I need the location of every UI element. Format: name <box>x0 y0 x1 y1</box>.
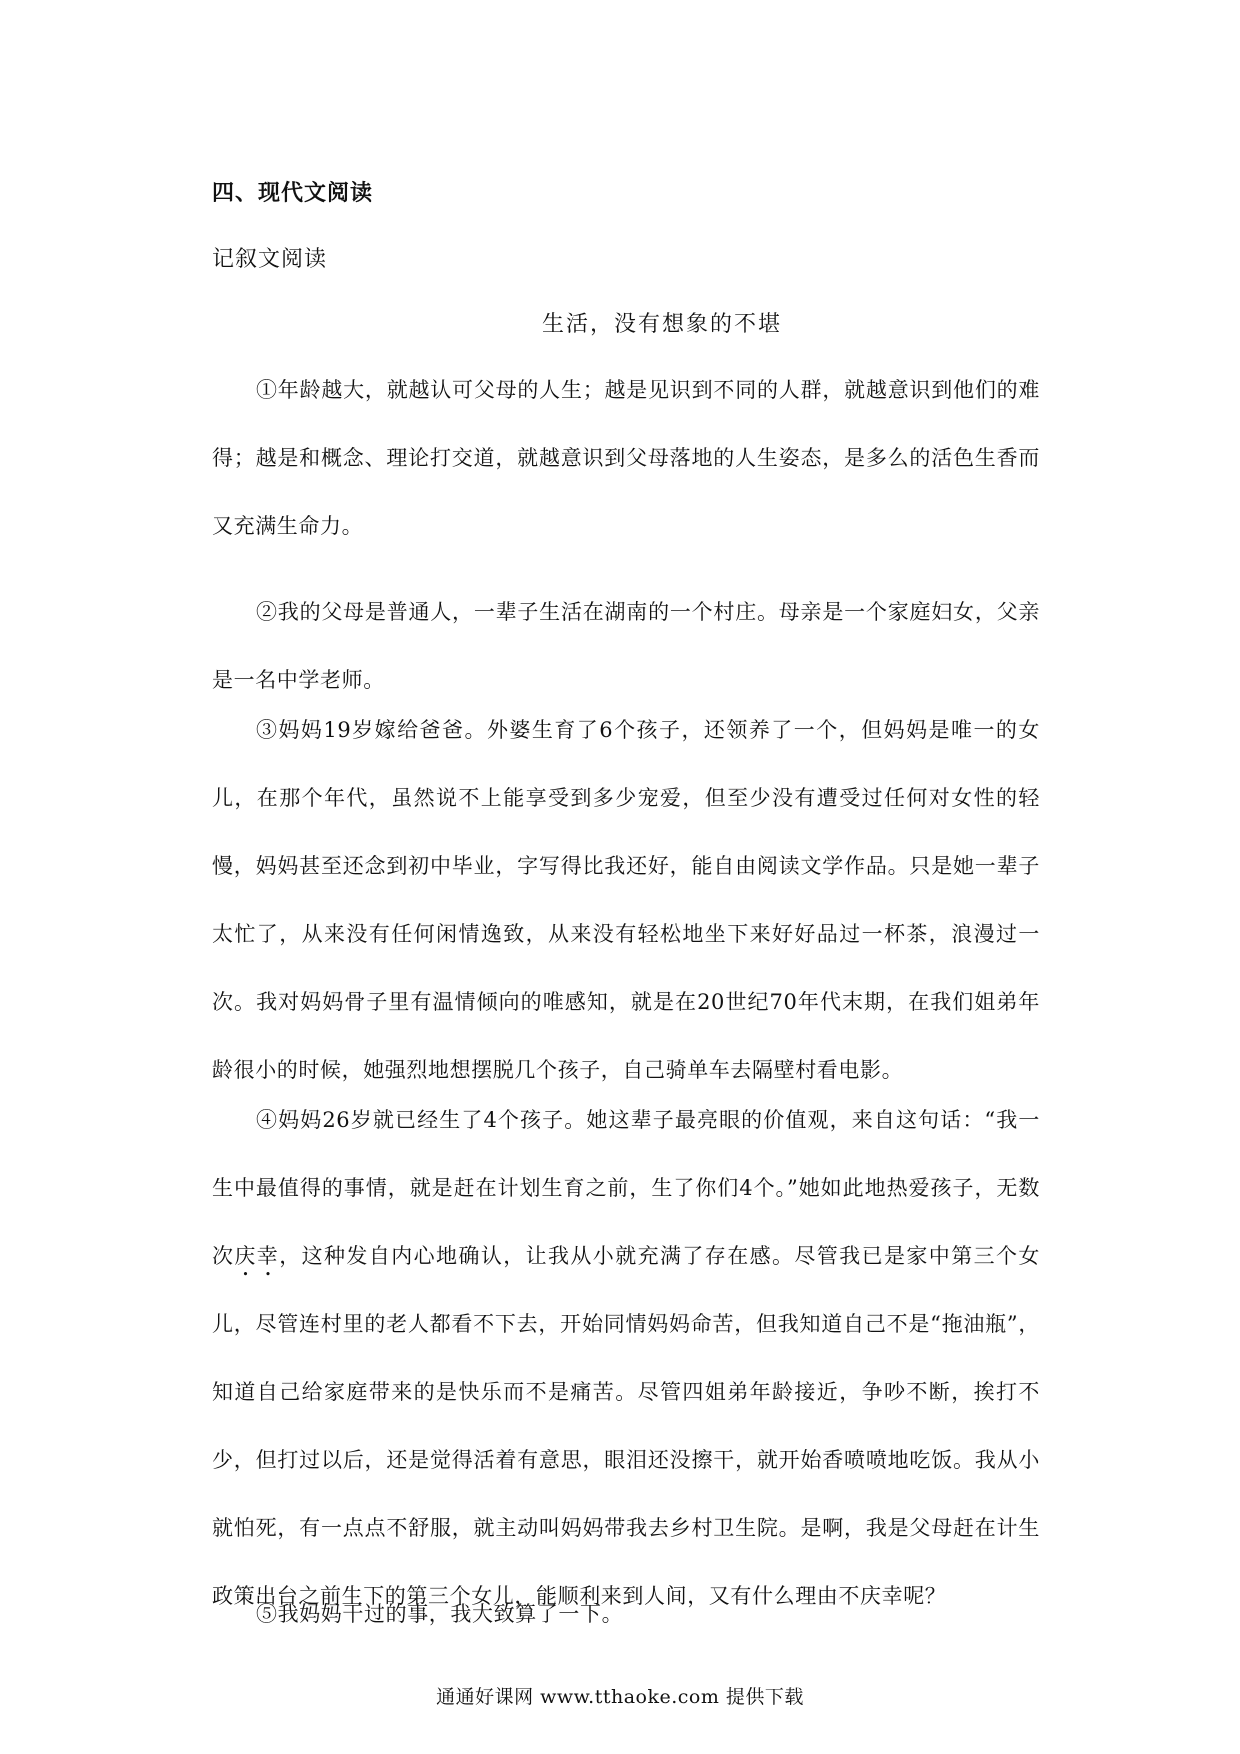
paragraph-2: ②我的父母是普通人，一辈子生活在湖南的一个村庄。母亲是一个家庭妇女，父亲是一名中学老师。 <box>212 600 1040 692</box>
page-footer: 通通好课网 www.tthaoke.com 提供下载 <box>436 1686 804 1708</box>
paragraph-5: ⑤我妈妈干过的事，我大致算了一下。 <box>256 1602 624 1626</box>
paragraph-4-text-b: ，这种发自内心地确认，让我从小就充满了存在感。尽管我已是家中第三个女儿，尽管连村里的老人都看不下去，开始同情妈妈命苦，但我知道自己不是“拖油瓶”，知道自己给家庭带来的是快乐而不是痛苦。尽管四姐弟年龄接近，争吵不断，挨打不少，但打过以后，还是觉得活着有意思，眼泪还没擦干，就开始香喷喷地吃饭。我从小就怕死，有一点点不舒服，就主动叫妈妈带我去乡村卫生院。是啊，我是父母赶在计生政策出台之前生下的第三个女儿，能顺利来到人间，又有什么理由不庆幸呢？ <box>212 1244 1040 1608</box>
paragraph-3: ③妈妈19岁嫁给爸爸。外婆生育了6个孩子，还领养了一个，但妈妈是唯一的女儿，在那个年代，虽然说不上能享受到多少宠爱，但至少没有遭受过任何对女性的轻慢，妈妈甚至还念到初中毕业，字写得比我还好，能自由阅读文学作品。只是她一辈子太忙了，从来没有任何闲情逸致，从来没有轻松地坐下来好好品过一杯茶，浪漫过一次。我对妈妈骨子里有温情倾向的唯感知，就是在20世纪70年代末期，在我们姐弟年龄很小的时候，她强烈地想摆脱几个孩子，自己骑单车去隔壁村看电影。 <box>212 718 1040 1082</box>
article-title: 生活，没有想象的不堪 <box>541 312 782 337</box>
section-heading: 四、现代文阅读 <box>212 181 374 206</box>
subheading: 记叙文阅读 <box>212 247 328 272</box>
paragraph-4-text-a: ④妈妈26岁就已经生了4个孩子。她这辈子最亮眼的价值观，来自这句话：“我一生中最值得的事情，就是赶在计划生育之前，生了你们4个。”她如此地热爱孩子，无数次 <box>212 1108 1040 1268</box>
paragraph-4 <box>212 1086 1040 1630</box>
paragraph-1: ①年龄越大，就越认可父母的人生；越是见识到不同的人群，就越意识到他们的难得；越是和概念、理论打交道，就越意识到父母落地的人生姿态，是多么的活色生香而又充满生命力。 <box>212 378 1040 538</box>
emphasized-word: 庆幸 <box>234 1244 280 1268</box>
